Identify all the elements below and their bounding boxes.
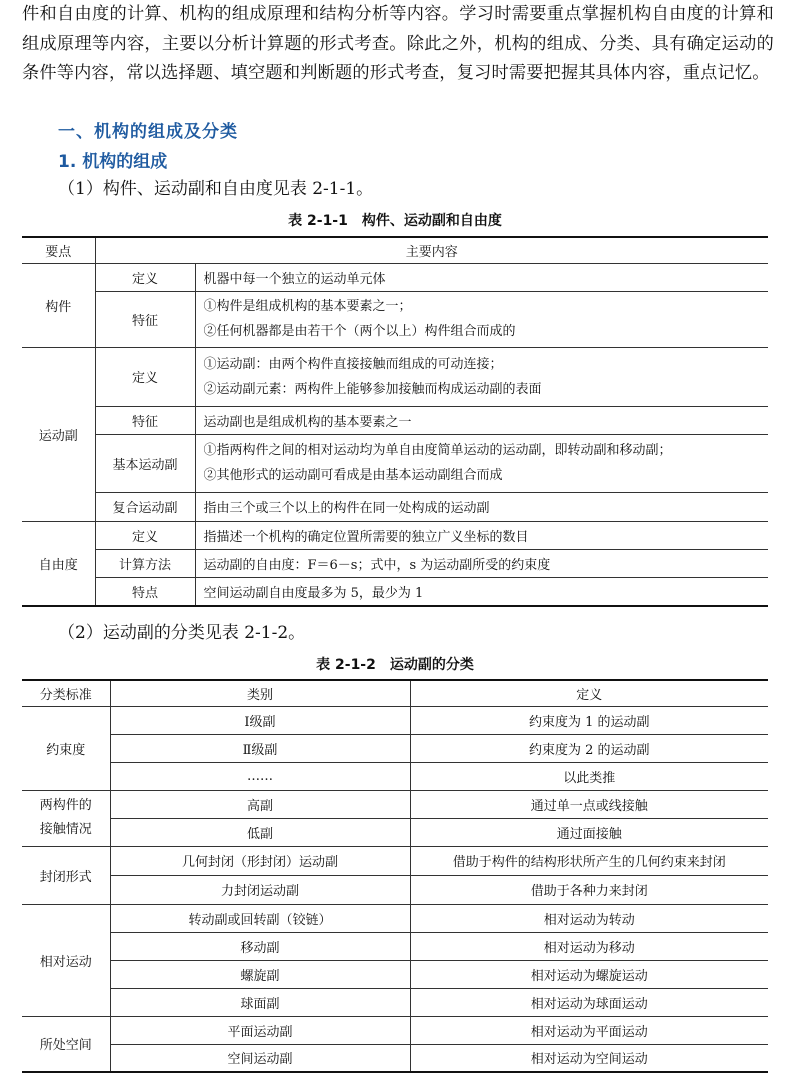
def-cell: 借助于各种力来封闭 <box>410 875 768 904</box>
content-line: ①运动副：由两个构件直接接触而组成的可动连接； <box>203 356 503 372</box>
table-row <box>22 988 768 1016</box>
header-cell: 定义 <box>410 680 768 706</box>
header-cell: 类别 <box>110 680 410 706</box>
table-row <box>22 406 768 434</box>
group-cell: 运动副 <box>22 347 95 521</box>
content-cell: 空间运动副自由度最多为 5，最少为 1 <box>195 577 768 606</box>
group-line: 接触情况 <box>39 822 92 837</box>
def-cell: 相对运动为空间运动 <box>410 1044 768 1072</box>
content-cell: 指描述一个机构的确定位置所需要的独立广义坐标的数目 <box>195 521 768 549</box>
table-row <box>22 291 768 347</box>
table2-intro-text: （2）运动副的分类见表 2-1-2。 <box>58 623 306 643</box>
content-line: ①指两构件之间的相对运动均为单自由度简单运动的运动副，即转动副和移动副； <box>203 443 672 458</box>
table-row <box>22 846 768 875</box>
item-label: 定义 <box>95 263 195 291</box>
group-cell: 相对运动 <box>22 904 110 1016</box>
content-cell: 运动副也是组成机构的基本要素之一 <box>195 406 768 434</box>
def-cell: 通过单一点或线接触 <box>410 790 768 818</box>
table-row <box>22 932 768 960</box>
content-cell: 机器中每一个独立的运动单元体 <box>195 263 768 291</box>
header-cell: 分类标准 <box>22 680 110 706</box>
type-cell: Ⅱ级副 <box>110 734 410 762</box>
table-row <box>22 875 768 904</box>
def-cell: 通过面接触 <box>410 818 768 846</box>
group-cell <box>22 790 110 846</box>
table-components-pairs-dof <box>22 236 768 607</box>
group-cell: 封闭形式 <box>22 846 110 904</box>
content-cell <box>195 291 768 347</box>
subsection-heading: 1. 机构的组成 <box>58 152 168 172</box>
type-cell: 移动副 <box>110 932 410 960</box>
def-cell: 以此类推 <box>410 762 768 790</box>
item-label: 特征 <box>95 291 195 347</box>
item-label: 特征 <box>95 406 195 434</box>
group-cell: 自由度 <box>22 521 95 606</box>
item-label: 复合运动副 <box>95 492 195 521</box>
table-row <box>22 577 768 606</box>
type-cell: 平面运动副 <box>110 1016 410 1044</box>
table-row <box>22 1016 768 1044</box>
table-pair-classification <box>22 679 768 1073</box>
item-label: 定义 <box>95 521 195 549</box>
table-row <box>22 762 768 790</box>
content-line: ②运动副元素：两构件上能够参加接触而构成运动副的表面 <box>203 381 542 397</box>
table-row <box>22 1044 768 1072</box>
content-cell <box>195 347 768 406</box>
type-cell: 螺旋副 <box>110 960 410 988</box>
type-cell: 球面副 <box>110 988 410 1016</box>
table-row <box>22 434 768 492</box>
def-cell: 相对运动为球面运动 <box>410 988 768 1016</box>
table-row <box>22 904 768 932</box>
def-cell: 借助于构件的结构形状所产生的几何约束来封闭 <box>410 846 768 875</box>
table1-intro-text: （1）构件、运动副和自由度见表 2-1-1。 <box>58 179 374 199</box>
type-cell: 转动副或回转副（铰链） <box>110 904 410 932</box>
def-cell: 相对运动为螺旋运动 <box>410 960 768 988</box>
def-cell: 相对运动为转动 <box>410 904 768 932</box>
header-cell: 主要内容 <box>95 237 768 263</box>
type-cell: Ⅰ级副 <box>110 706 410 734</box>
table-row <box>22 521 768 549</box>
def-cell: 相对运动为平面运动 <box>410 1016 768 1044</box>
item-label: 特点 <box>95 577 195 606</box>
table-row <box>22 818 768 846</box>
table-row <box>22 492 768 521</box>
type-cell: 空间运动副 <box>110 1044 410 1072</box>
item-label: 定义 <box>95 347 195 406</box>
def-cell: 约束度为 1 的运动副 <box>410 706 768 734</box>
table2-caption: 表 2-1-2 运动副的分类 <box>316 657 474 673</box>
table-row <box>22 347 768 406</box>
content-cell: 指由三个或三个以上的构件在同一处构成的运动副 <box>195 492 768 521</box>
table1-caption: 表 2-1-1 构件、运动副和自由度 <box>288 213 502 229</box>
table-row <box>22 790 768 818</box>
intro-paragraph: 件和自由度的计算、机构的组成原理和结构分析等内容。学习时需要重点掌握机构自由度的计算和组成原理等内容，主要以分析计算题的形式考查。除此之外，机构的组成、分类、具有确定运动的条件等内容，常以选择题、填空题和判断题的形式考查，复习时需要把握其具体内容，重点记忆。 <box>22 4 774 83</box>
type-cell: …… <box>110 762 410 790</box>
type-cell: 高副 <box>110 790 410 818</box>
type-cell: 低副 <box>110 818 410 846</box>
table-row <box>22 960 768 988</box>
table-row <box>22 706 768 734</box>
table-row <box>22 734 768 762</box>
group-cell: 约束度 <box>22 706 110 790</box>
def-cell: 约束度为 2 的运动副 <box>410 734 768 762</box>
item-label: 计算方法 <box>95 549 195 577</box>
group-line: 两构件的 <box>39 798 92 813</box>
header-cell: 要点 <box>22 237 95 263</box>
content-cell <box>195 434 768 492</box>
group-cell: 所处空间 <box>22 1016 110 1072</box>
type-cell: 力封闭运动副 <box>110 875 410 904</box>
item-label: 基本运动副 <box>95 434 195 492</box>
table-header-row <box>22 237 768 263</box>
content-line: ②其他形式的运动副可看成是由基本运动副组合而成 <box>203 468 503 483</box>
table-header-row <box>22 680 768 706</box>
table-row <box>22 549 768 577</box>
group-cell: 构件 <box>22 263 95 347</box>
def-cell: 相对运动为移动 <box>410 932 768 960</box>
type-cell: 几何封闭（形封闭）运动副 <box>110 846 410 875</box>
content-line: ②任何机器都是由若干个（两个以上）构件组合而成的 <box>203 324 516 339</box>
content-cell: 运动副的自由度：F＝6－s；式中，s 为运动副所受的约束度 <box>195 549 768 577</box>
table-row <box>22 263 768 291</box>
section-heading: 一、机构的组成及分类 <box>58 122 238 142</box>
content-line: ①构件是组成机构的基本要素之一； <box>203 299 412 314</box>
